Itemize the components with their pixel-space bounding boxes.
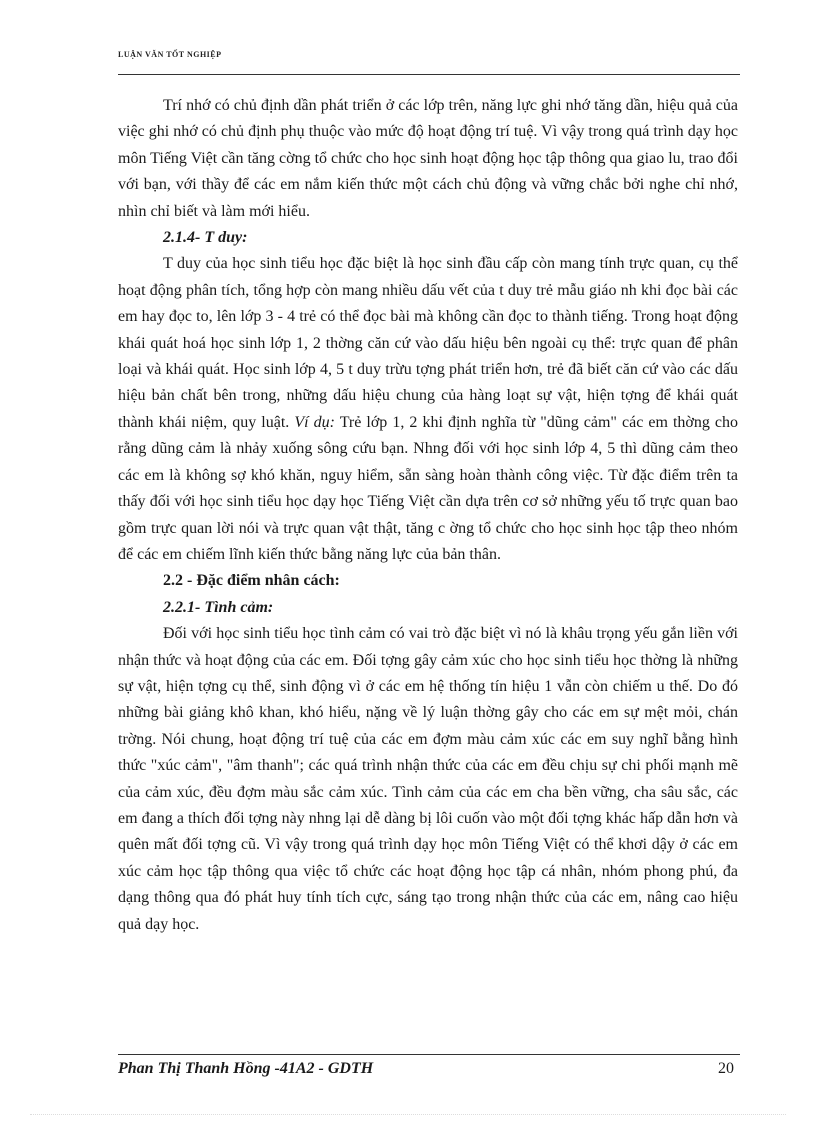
paragraph-memory: Trí nhớ có chủ định dần phát triển ở các lớp trên, năng lực ghi nhớ tăng dần, hiệu quả của việc ghi nhớ có chủ định phụ thuộc vào mức độ hoạt động trí tuệ. Vì vậy trong quá trình dạy học môn Tiếng Việt cần tăng cờng tổ chức cho học sinh hoạt động học tập thông qua giao lu, trao đổi với bạn, với thầy để các em nắm kiến thức một cách chủ động và vững chắc bởi nghe chỉ nhớ, nhìn chỉ biết và làm mới hiểu. — [118, 97, 738, 220]
section-heading-2-1-4: 2.1.4- T duy: — [163, 229, 248, 247]
paragraph-thinking — [118, 251, 738, 568]
paragraph-thinking-text: T duy của học sinh tiểu học đặc biệt là học sinh đầu cấp còn mang tính trực quan, cụ thể hoạt động phân tích, tổng hợp còn mang nhiều dấu vết của t duy trẻ mẫu giáo nh khi đọc bài các em hay đọc to, lên lớp 3 - 4 trẻ có thể đọc bài mà không cần đọc to thành tiếng. Trong hoạt động khái quát hoá học sinh lớp 1, 2 thờng căn cứ vào dấu hiệu bên ngoài cụ thể: trực quan để phân loại và khái quát. Học sinh lớp 4, 5 t duy trừu tợng phát triển hơn, trẻ đã biết căn cứ vào các dấu hiệu bản chất bên trong, những dấu hiệu chung của hàng loạt sự vật, hiện tợng để khái quát thành khái niệm, quy luật. — [118, 255, 738, 431]
footer-author: Phan Thị Thanh Hồng -41A2 - GDTH — [118, 1060, 374, 1077]
header-divider — [118, 74, 740, 75]
section-heading-2-2: 2.2 - Đặc điểm nhân cách: — [163, 572, 340, 590]
footer-divider — [118, 1054, 740, 1055]
example-label: Ví dụ: — [294, 413, 335, 431]
running-header: LUẬN VĂN TỐT NGHIỆP — [118, 50, 222, 59]
page-body — [118, 93, 738, 938]
section-heading-2-2-1: 2.2.1- Tình cảm: — [163, 598, 274, 616]
page-bottom-border — [30, 1114, 786, 1115]
paragraph-thinking-example: Trẻ lớp 1, 2 khi định nghĩa từ "dũng cảm" các em thờng cho rằng dũng cảm là nhảy xuống sông cứu bạn. Nhng đối với học sinh lớp 4, 5 thì dũng cảm theo các em là không sợ khó khăn, nguy hiểm, sẵn sàng hoàn thành công việc. Từ đặc điểm trên ta thấy đối với học sinh tiểu học dạy học Tiếng Việt cần dựa trên cơ sở những yếu tố trực quan bao gồm trực quan lời nói và trực quan vật thật, tăng c ờng tổ chức cho học sinh học tập theo nhóm để các em chiếm lĩnh kiến thức bằng năng lực của bản thân. — [118, 413, 739, 563]
paragraph-emotion: Đối với học sinh tiểu học tình cảm có vai trò đặc biệt vì nó là khâu trọng yếu gắn liền với nhận thức và hoạt động của các em. Đối tợng gây cảm xúc cho học sinh tiểu học thờng là những sự vật, hiện tợng cụ thể, sinh động vì ở các em hệ thống tín hiệu 1 vẫn còn chiếm u thế. Do đó những bài giảng khô khan, khó hiểu, nặng về lý luận thờng gây cho các em sự mệt mỏi, chán trờng. Nói chung, hoạt động trí tuệ của các em đợm màu cảm xúc các em suy nghĩ bằng hình thức "xúc cảm", "âm thanh"; các quá trình nhận thức của các em đều chịu sự chi phối mạnh mẽ của cảm xúc, đều đợm màu sắc cảm xúc. Tình cảm của các em cha bền vững, cha sâu sắc, các em đang a thích đối tợng này nhng lại dễ dàng bị lôi cuốn vào một đối tợng khác hấp dẫn hơn và quên mất đối tợng cũ. Vì vậy trong quá trình dạy học môn Tiếng Việt có thể khơi dậy ở các em xúc cảm học tập thông qua việc tổ chức các hoạt động học tập cá nhân, nhóm phong phú, đa dạng thông qua đó phát huy tính tích cực, sáng tạo trong nhận thức của các em, nâng cao hiệu quả dạy học. — [118, 625, 738, 933]
page-number: 20 — [718, 1060, 734, 1077]
